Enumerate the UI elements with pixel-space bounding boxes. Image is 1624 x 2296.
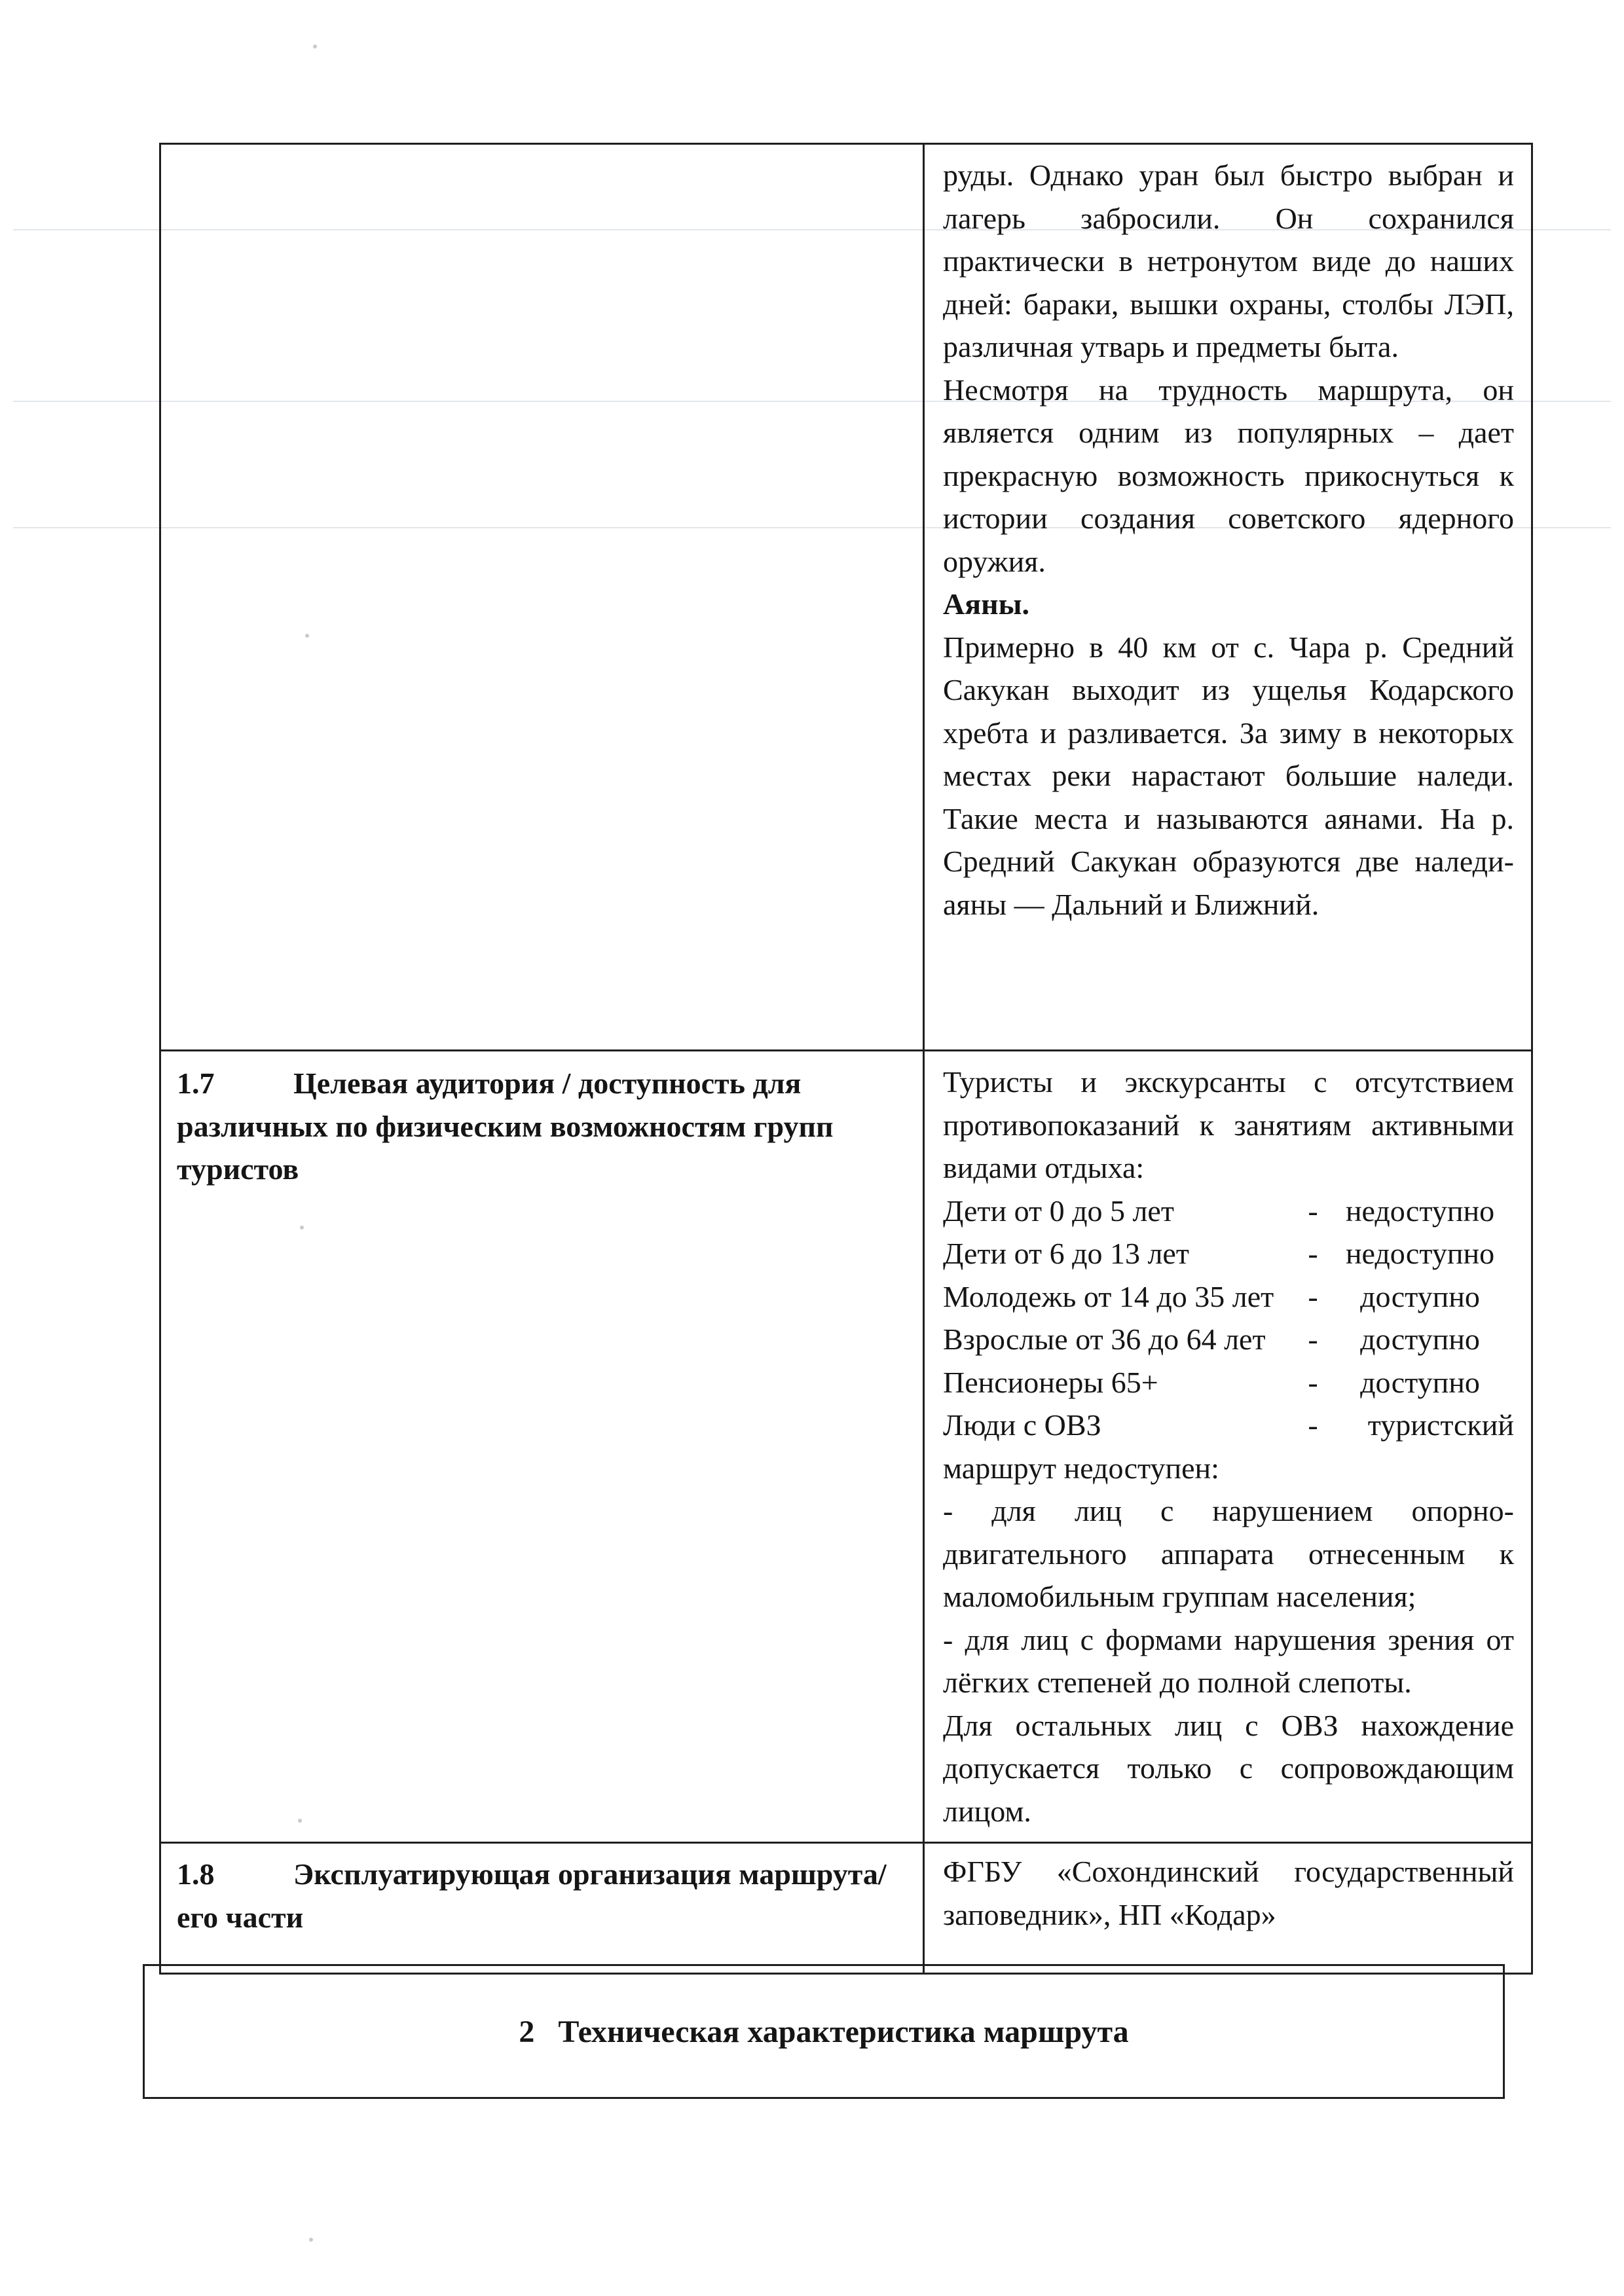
age-group-line (943, 1190, 1514, 1233)
restriction-mobility: - для лиц с нарушением опорно-двигательного аппарата отнесенным к маломобильным группам населения; (943, 1494, 1514, 1613)
dash-separator: - (1308, 1237, 1318, 1270)
right-cell-1-7 (924, 1051, 1532, 1843)
access-value: доступно (1360, 1365, 1480, 1399)
route-popularity-paragraph: Несмотря на трудность маршрута, он является одним из популярных – дает прекрасную возможность прикоснуться к истории создания советского ядерного оружия. (943, 373, 1514, 578)
dash-separator: - (1308, 1322, 1318, 1356)
access-value: доступно (1360, 1322, 1480, 1356)
access-value: недоступно (1345, 1237, 1495, 1270)
dash-separator: - (1308, 1194, 1318, 1228)
row-title: Целевая аудитория / доступность для различных по физическим возможностям групп туристов (177, 1066, 834, 1186)
access-value: недоступно (1345, 1194, 1495, 1228)
restriction-vision: - для лиц с формами нарушения зрения от лёгких степеней до полной слепоты. (943, 1622, 1514, 1699)
age-group-label: Дети от 6 до 13 лет (943, 1237, 1189, 1270)
age-group-label: Взрослые от 36 до 64 лет (943, 1322, 1266, 1356)
row-title: Эксплуатирующая организация маршрута/его части (177, 1857, 887, 1934)
audience-intro: Туристы и экскурсанты с отсутствием противопоказаний к занятиям активными видами отдыха: (943, 1065, 1514, 1184)
route-passport-table (159, 143, 1533, 1975)
left-cell-1-8 (160, 1843, 924, 1974)
row-number: 1.7 (177, 1066, 215, 1100)
table-row-1-8 (160, 1843, 1532, 1974)
uranium-camp-paragraph: руды. Однако уран был быстро выбран и лагерь забросили. Он сохранился практически в нетронутом виде до наших дней: бараки, вышки охраны, столбы ЛЭП, различная утварь и предметы быта. (943, 158, 1514, 363)
table-row-continuation (160, 144, 1532, 1051)
section-number: 2 (519, 2014, 535, 2049)
scan-speck (309, 2238, 313, 2242)
scan-speck (313, 45, 317, 48)
age-group-line (943, 1318, 1514, 1361)
ovz-value: туристский (1367, 1408, 1514, 1442)
age-group-line (943, 1361, 1514, 1404)
left-cell-1-7 (160, 1051, 924, 1843)
ovz-line (943, 1404, 1514, 1447)
ayany-heading: Аяны. (943, 587, 1030, 621)
escort-note: Для остальных лиц с ОВЗ нахождение допускается только с сопровождающим лицом. (943, 1708, 1514, 1828)
operator-value: ФГБУ «Сохондинский государственный заповедник», НП «Кодар» (943, 1855, 1514, 1931)
table-row-1-7 (160, 1051, 1532, 1843)
left-cell-empty (160, 144, 924, 1051)
right-cell-1-8 (924, 1843, 1532, 1974)
row-number: 1.8 (177, 1857, 215, 1891)
section-title: Техническая характеристика маршрута (558, 2014, 1129, 2049)
age-group-line (943, 1275, 1514, 1319)
ovz-label: Люди с ОВЗ (943, 1408, 1101, 1442)
age-group-label: Дети от 0 до 5 лет (943, 1194, 1174, 1228)
age-group-line (943, 1232, 1514, 1275)
right-cell-history (924, 144, 1532, 1051)
section-heading-box (143, 1964, 1505, 2099)
ovz-continuation: маршрут недоступен: (943, 1451, 1219, 1485)
dash-separator: - (1308, 1279, 1318, 1313)
ayany-paragraph: Примерно в 40 км от с. Чара р. Средний Сакукан выходит из ущелья Кодарского хребта и разливается. За зиму в некоторых местах реки нарастают большие наледи. Такие места и называются аянами. На р. Средний Сакукан образуются две наледи-аяны — Дальний и Ближний. (943, 630, 1514, 921)
dash-separator: - (1308, 1408, 1318, 1442)
access-value: доступно (1360, 1279, 1480, 1313)
dash-separator: - (1308, 1365, 1318, 1399)
age-group-label: Молодежь от 14 до 35 лет (943, 1279, 1274, 1313)
age-group-label: Пенсионеры 65+ (943, 1365, 1158, 1399)
